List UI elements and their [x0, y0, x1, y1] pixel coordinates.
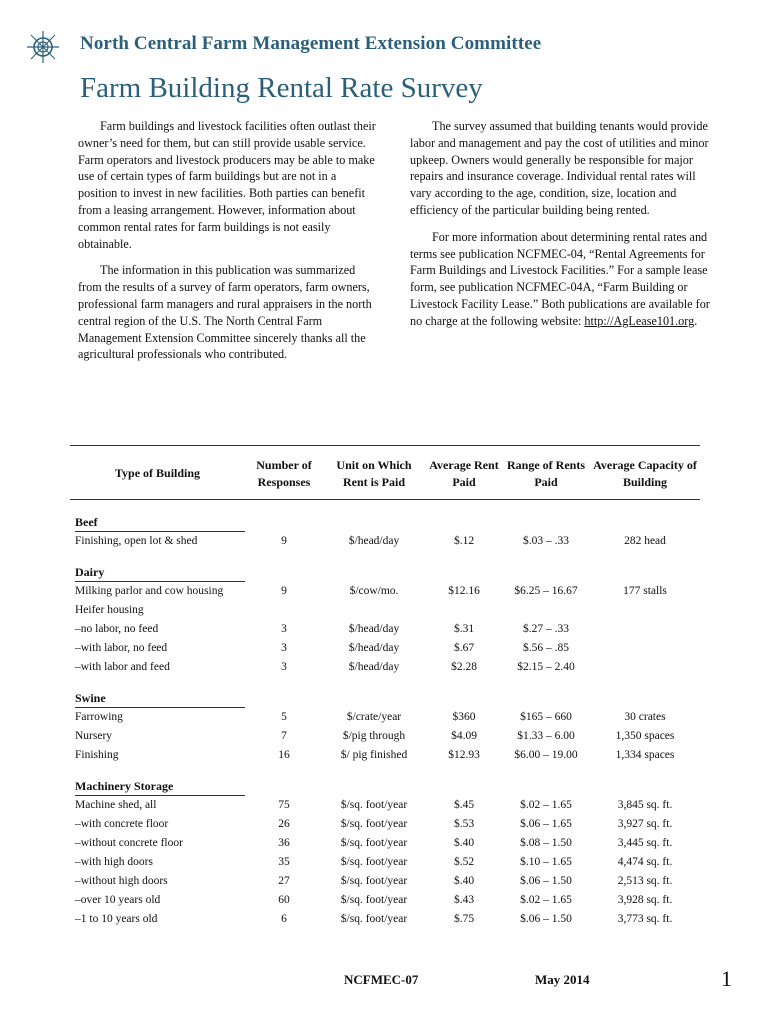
more-info-text: For more information about determining rental rates and terms see publication NCFMEC-04, “Rental Agreements for Farm Buildings and Livestock Facilities.” For a sample lease form, see publication NCFMEC-04A, “Farm Building or Livestock Facility Lease.” Both publications are available for no charge at the following website: — [410, 229, 710, 328]
cell-range: $.10 – 1.65 — [520, 856, 572, 868]
table-row — [70, 913, 700, 930]
intro-paragraph: The information in this publication was summarized from the results of a survey of farm operators, farm owners, professional farm managers and rural appraisers in the north central region of the U.S. The North Central Farm Management Extension Committee sincerely thanks all the agricultural professionals who contributed. — [78, 263, 372, 362]
header-unit: Unit on Which Rent is Paid — [336, 458, 412, 489]
table-row — [70, 837, 700, 854]
table-row — [70, 856, 700, 873]
cell-n: 26 — [278, 818, 290, 830]
cell-cap: 30 crates — [624, 711, 666, 723]
section-title-machinery: Machinery Storage — [75, 779, 174, 793]
cell-cap: 1,334 spaces — [615, 749, 675, 761]
cell-avg: $4.09 — [451, 730, 477, 742]
cell-cap: 1,350 spaces — [615, 730, 675, 742]
cell-avg: $.75 — [453, 913, 475, 925]
cell-range: $165 – 660 — [520, 711, 572, 723]
cell-name: Farrowing — [75, 711, 123, 723]
page-number: 1 — [721, 966, 732, 991]
cell-name: –without concrete floor — [75, 837, 183, 849]
link-suffix: . — [694, 313, 698, 328]
page-title: Farm Building Rental Rate Survey — [80, 72, 483, 104]
section-title-beef: Beef — [75, 515, 98, 529]
cell-n: 6 — [281, 913, 287, 925]
section-underline — [75, 707, 245, 708]
cell-name: –no labor, no feed — [75, 623, 159, 635]
table-row — [70, 799, 700, 816]
aglease-link[interactable]: http://AgLease101.org — [584, 313, 695, 328]
cell-unit: $/sq. foot/year — [340, 894, 408, 906]
cell-name: Finishing — [75, 749, 119, 761]
cell-name: Machine shed, all — [75, 799, 157, 811]
compass-logo-icon — [26, 30, 60, 64]
cell-name: Milking parlor and cow housing — [75, 585, 224, 597]
cell-unit: $/head/day — [348, 623, 400, 635]
cell-n: 9 — [281, 585, 287, 597]
cell-range: $1.33 – 6.00 — [517, 730, 575, 742]
cell-unit: $/sq. foot/year — [340, 818, 408, 830]
cell-avg: $360 — [452, 711, 476, 723]
header-capacity: Average Capacity of Building — [593, 458, 697, 489]
cell-cap: 3,928 sq. ft. — [617, 894, 673, 906]
cell-cap: 3,845 sq. ft. — [617, 799, 673, 811]
cell-range: $.02 – 1.65 — [520, 799, 572, 811]
cell-unit: $/ pig finished — [340, 749, 408, 761]
cell-cap: 3,927 sq. ft. — [617, 818, 673, 830]
cell-cap: 4,474 sq. ft. — [617, 856, 673, 868]
table-row — [70, 730, 700, 747]
cell-range: $.03 – .33 — [523, 535, 569, 547]
cell-n: 5 — [281, 711, 287, 723]
cell-avg: $.12 — [453, 535, 475, 547]
cell-cap: 3,445 sq. ft. — [617, 837, 673, 849]
cell-avg: $12.93 — [448, 749, 480, 761]
cell-n: 3 — [281, 642, 287, 654]
cell-n: 3 — [281, 623, 287, 635]
cell-n: 60 — [278, 894, 290, 906]
cell-name: –with labor and feed — [75, 661, 170, 673]
cell-unit: $/cow/mo. — [349, 585, 399, 597]
table-row — [70, 535, 700, 552]
cell-name: –without high doors — [75, 875, 168, 887]
cell-range: $.06 – 1.50 — [520, 875, 572, 887]
table-row — [70, 623, 700, 640]
cell-unit: $/head/day — [348, 535, 400, 547]
section-title-dairy: Dairy — [75, 565, 105, 579]
cell-cap: 282 head — [624, 535, 666, 547]
cell-unit: $/sq. foot/year — [340, 913, 408, 925]
publication-number: NCFMEC-07 — [344, 972, 419, 987]
section-title-swine: Swine — [75, 691, 106, 705]
cell-cap: 3,773 sq. ft. — [617, 913, 673, 925]
header-type-of-building: Type of Building — [114, 466, 201, 480]
cell-n: 35 — [278, 856, 290, 868]
table-row — [70, 711, 700, 728]
cell-n: 36 — [278, 837, 290, 849]
cell-n: 9 — [281, 535, 287, 547]
cell-avg: $.40 — [453, 875, 475, 887]
intro-paragraph: Farm buildings and livestock facilities often outlast their owner’s need for them, but can still provide usable service. Farm operators and livestock producers may be able to make use of certain types of farm buildings but are not in a position to invest in new facilities. Both parties can benefit from a leasing arrangement. However, information about common rental rates for farm buildings is not easily obtainable. — [78, 119, 376, 251]
table-row — [70, 818, 700, 835]
organization-name: North Central Farm Management Extension Committee — [80, 33, 542, 54]
table-row — [70, 661, 700, 678]
cell-cap: 2,513 sq. ft. — [617, 875, 673, 887]
cell-avg: $.53 — [453, 818, 475, 830]
cell-avg: $.52 — [453, 856, 475, 868]
table-row — [70, 894, 700, 911]
cell-n: 3 — [281, 661, 287, 673]
cell-range: $.06 – 1.50 — [520, 913, 572, 925]
table-header-rule — [70, 499, 700, 500]
cell-unit: $/sq. foot/year — [340, 799, 408, 811]
cell-avg: $.43 — [453, 894, 475, 906]
cell-avg: $.45 — [453, 799, 475, 811]
cell-name: Finishing, open lot & shed — [75, 535, 198, 547]
cell-unit: $/head/day — [348, 642, 400, 654]
cell-name: –with labor, no feed — [75, 642, 168, 654]
intro-right-column — [410, 118, 710, 340]
cell-range: $6.00 – 19.00 — [514, 749, 578, 761]
header-responses: Number of Responses — [256, 458, 312, 489]
table-row — [70, 875, 700, 892]
cell-name: –with concrete floor — [75, 818, 169, 830]
cell-name: Heifer housing — [75, 604, 144, 616]
cell-avg: $2.28 — [451, 661, 477, 673]
cell-cap: 177 stalls — [623, 585, 667, 597]
section-underline — [75, 581, 245, 582]
cell-avg: $12.16 — [448, 585, 480, 597]
cell-unit: $/head/day — [348, 661, 400, 673]
cell-unit: $/sq. foot/year — [340, 875, 408, 887]
table-top-rule — [70, 445, 700, 446]
cell-range: $.27 – .33 — [523, 623, 569, 635]
table-row — [70, 749, 700, 766]
cell-range: $.02 – 1.65 — [520, 894, 572, 906]
cell-n: 16 — [278, 749, 290, 761]
section-underline — [75, 531, 245, 532]
section-underline — [75, 795, 245, 796]
cell-name: –with high doors — [75, 856, 153, 868]
header-average-rent: Average Rent Paid — [429, 458, 499, 489]
table-row — [70, 585, 700, 602]
cell-name: Nursery — [75, 730, 113, 742]
cell-unit: $/pig through — [342, 730, 406, 742]
table-row — [70, 642, 700, 659]
publication-date: May 2014 — [535, 972, 590, 987]
cell-n: 7 — [281, 730, 287, 742]
intro-paragraph: The survey assumed that building tenants would provide labor and management and pay the cost of utilities and minor upkeep. Owners would generally be responsible for major repairs and insurance coverage. Individual rental rates will vary according to the age, condition, size, location and efficiency of the particular building being rented. — [410, 119, 709, 217]
cell-avg: $.31 — [453, 623, 475, 635]
cell-unit: $/sq. foot/year — [340, 837, 408, 849]
intro-left-column — [78, 118, 378, 373]
cell-name: –1 to 10 years old — [75, 913, 158, 925]
cell-name: –over 10 years old — [75, 894, 161, 906]
cell-n: 27 — [278, 875, 290, 887]
cell-range: $6.25 – 16.67 — [514, 585, 578, 597]
cell-range: $.06 – 1.65 — [520, 818, 572, 830]
cell-avg: $.40 — [453, 837, 475, 849]
cell-range: $.56 – .85 — [523, 642, 569, 654]
cell-unit: $/sq. foot/year — [340, 856, 408, 868]
table-row — [70, 604, 700, 621]
intro-paragraph — [410, 229, 710, 330]
header-range: Range of Rents Paid — [507, 458, 585, 489]
cell-range: $2.15 – 2.40 — [517, 661, 575, 673]
cell-avg: $.67 — [453, 642, 475, 654]
cell-range: $.08 – 1.50 — [520, 837, 572, 849]
cell-n: 75 — [278, 799, 290, 811]
cell-unit: $/crate/year — [346, 711, 402, 723]
